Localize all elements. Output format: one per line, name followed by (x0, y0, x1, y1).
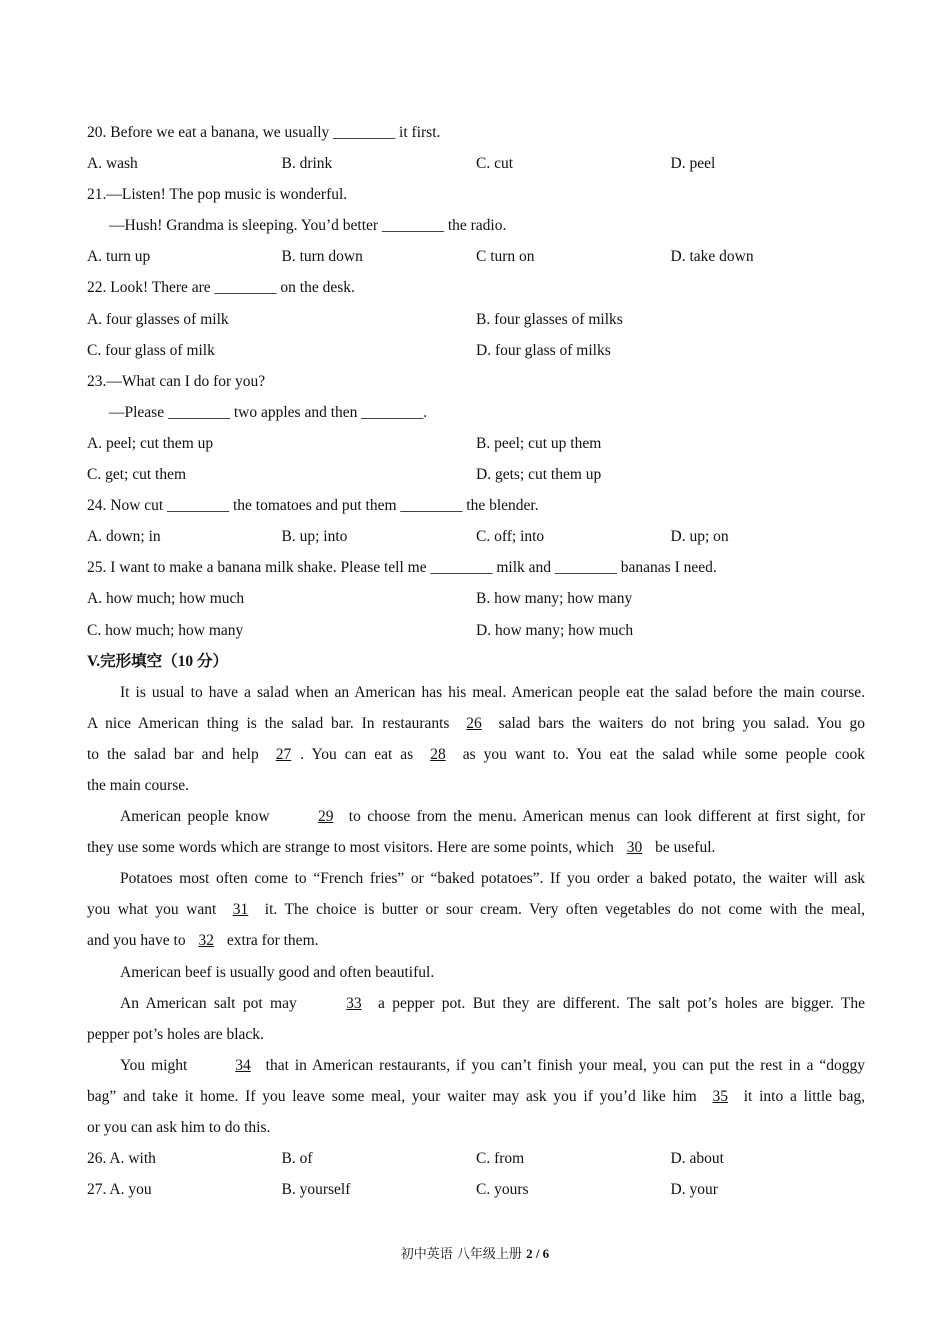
option: 27. A. you (87, 1181, 152, 1199)
question-23-options-row1 (87, 428, 865, 459)
footer-text: 初中英语 八年级上册 (400, 1247, 527, 1262)
question-25-stem: 25. I want to make a banana milk shake. Please tell me ________ milk and ________ bananas I need. (87, 559, 717, 577)
passage-line: American people know 29 to choose from the menu. American menus can look different at first sight, for (87, 801, 865, 832)
question-22-options-row1 (87, 304, 865, 335)
blank-32: 32 (198, 932, 214, 950)
section-title: V.完形填空（10 分） (87, 652, 228, 670)
cloze-26-options (87, 1143, 865, 1174)
passage-line: you what you want 31 it. The choice is butter or sour cream. Very often vegetables do not come with the meal, (87, 894, 865, 925)
blank-34: 34 (235, 1056, 251, 1074)
option: D. peel (670, 155, 716, 173)
option: C turn on (476, 248, 535, 266)
option: B. of (281, 1150, 313, 1168)
passage-line: they use some words which are strange to most visitors. Here are some points, which 30 be useful. (87, 832, 865, 863)
option: B. yourself (281, 1181, 351, 1199)
option: A. turn up (87, 248, 151, 266)
passage-line: pepper pot’s holes are black. (87, 1025, 264, 1043)
passage-line: to the salad bar and help 27 . You can eat as 28 as you want to. You eat the salad while some people cook (87, 739, 865, 770)
blank-33: 33 (346, 994, 362, 1012)
option: A. four glasses of milk (87, 310, 229, 328)
option: C. four glass of milk (87, 341, 215, 359)
option: C. cut (476, 155, 514, 173)
question-25-options-row1 (87, 583, 865, 614)
blank-31: 31 (232, 901, 249, 919)
option: C. how much; how many (87, 621, 244, 639)
question-22-options-row2 (87, 335, 865, 366)
blank-26: 26 (466, 714, 482, 732)
blank-35: 35 (712, 1087, 728, 1105)
option: C. from (476, 1150, 525, 1168)
option: A. wash (87, 155, 138, 173)
option: C. get; cut them (87, 466, 187, 484)
question-24-options (87, 521, 865, 552)
option: A. peel; cut them up (87, 434, 214, 452)
question-21-stem: 21.—Listen! The pop music is wonderful. (87, 186, 348, 204)
page-footer (0, 1243, 950, 1262)
option: C. off; into (476, 528, 545, 546)
question-22-stem: 22. Look! There are ________ on the desk. (87, 279, 355, 297)
question-20-stem: 20. Before we eat a banana, we usually ________ it first. (87, 124, 441, 141)
option: D. how many; how much (476, 621, 634, 639)
page-number: 2 / 6 (526, 1246, 550, 1261)
option: D. gets; cut them up (476, 466, 602, 484)
passage-line: Potatoes most often come to “French fries” or “baked potatoes”. If you order a baked potato, the waiter will ask (120, 870, 865, 888)
blank-27: 27 (275, 745, 292, 763)
cloze-27-options (87, 1174, 865, 1205)
option: B. four glasses of milks (476, 310, 623, 328)
question-23-stem: 23.—What can I do for you? (87, 372, 266, 390)
passage-line: You might 34 that in American restaurants, if you can’t finish your meal, you can put the rest in a “doggy (87, 1050, 865, 1081)
option: B. how many; how many (476, 590, 633, 608)
option: D. four glass of milks (476, 341, 611, 359)
passage-line: or you can ask him to do this. (87, 1119, 271, 1136)
option: C. yours (476, 1181, 529, 1199)
blank-29: 29 (317, 808, 334, 826)
option: 26. A. with (87, 1150, 156, 1168)
passage-line: the main course. (87, 776, 190, 794)
question-24-stem: 24. Now cut ________ the tomatoes and put them ________ the blender. (87, 497, 539, 515)
blank-28: 28 (430, 745, 446, 763)
option: B. up; into (281, 528, 348, 546)
passage-line: bag” and take it home. If you leave some meal, your waiter may ask you if you’d like him 35 it into a little bag, (87, 1081, 865, 1112)
question-23-options-row2 (87, 459, 865, 490)
passage-line: It is usual to have a salad when an American has his meal. American people eat the salad before the main course. (120, 683, 865, 701)
question-23-stem-reply: —Please ________ two apples and then ________. (109, 403, 428, 421)
question-25-options-row2 (87, 615, 865, 646)
option: A. how much; how much (87, 590, 245, 608)
passage-line: A nice American thing is the salad bar. In restaurants 26 salad bars the waiters do not bring you salad. You go (87, 708, 865, 739)
question-20-options (87, 148, 865, 179)
option: B. drink (281, 155, 333, 173)
question-21-options (87, 241, 865, 272)
blank-30: 30 (626, 839, 643, 857)
passage-line: An American salt pot may 33 a pepper pot. But they are different. The salt pot’s holes are bigger. The (87, 988, 865, 1019)
passage-line: American beef is usually good and often beautiful. (120, 963, 435, 981)
option: B. peel; cut up them (476, 434, 602, 452)
option: B. turn down (281, 248, 363, 266)
option: A. down; in (87, 528, 161, 546)
question-21-stem-reply: —Hush! Grandma is sleeping. You’d better ________ the radio. (109, 217, 507, 235)
passage-line: and you have to 32 extra for them. (87, 925, 865, 956)
option: D. take down (670, 248, 754, 266)
option: D. about (670, 1150, 724, 1168)
option: D. up; on (670, 528, 729, 546)
exam-page (87, 117, 865, 1205)
option: D. your (670, 1181, 718, 1199)
